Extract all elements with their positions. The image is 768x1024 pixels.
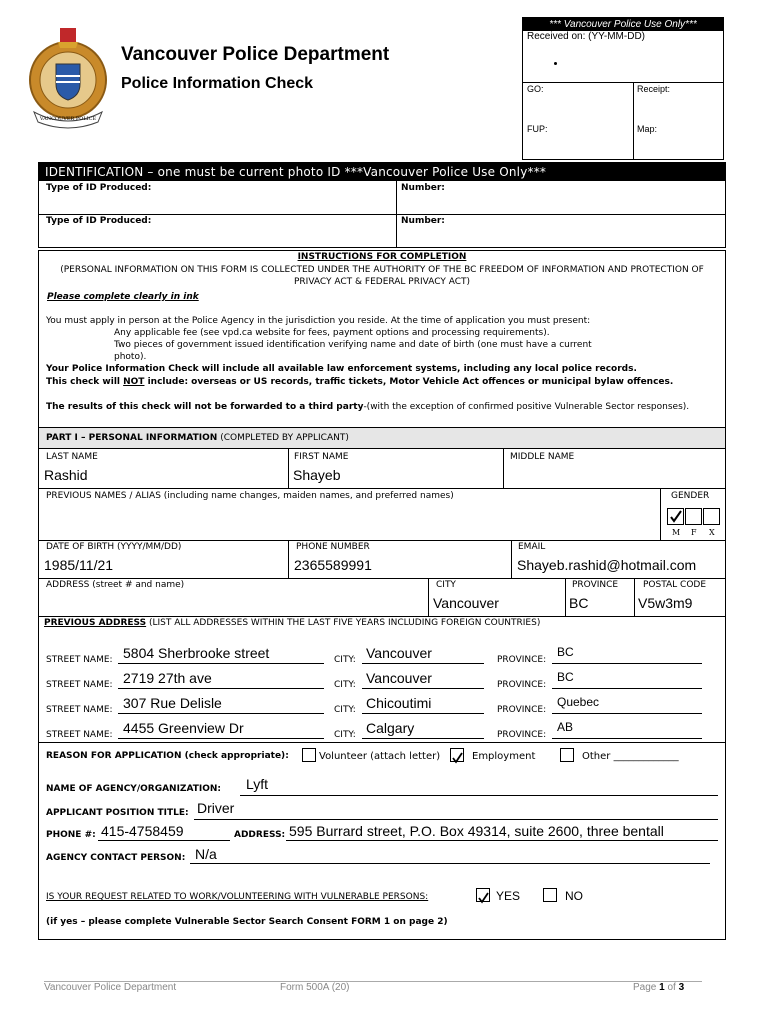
- id-requirement-line1: Two pieces of government issued identification verifying name and date of birth (one must have a current: [114, 340, 592, 350]
- office-use-header: *** Vancouver Police Use Only***: [523, 18, 723, 31]
- middle-name-label: MIDDLE NAME: [510, 452, 575, 462]
- gender-label: GENDER: [671, 491, 710, 501]
- postal-code-label: POSTAL CODE: [643, 580, 707, 590]
- prev-street-label: STREET NAME:: [46, 655, 113, 665]
- vulnerable-yes-label: YES: [496, 889, 521, 903]
- vulnerable-no-checkbox[interactable]: [543, 888, 557, 902]
- check-icon: [451, 752, 463, 764]
- part1-heading: PART I – PERSONAL INFORMATION (COMPLETED BY APPLICANT): [46, 433, 349, 443]
- other-label: Other _____________: [582, 751, 679, 762]
- first-name-label: FIRST NAME: [294, 452, 349, 462]
- id-type-2-label[interactable]: Type of ID Produced:: [46, 216, 152, 226]
- check-icon: [668, 509, 683, 524]
- first-name-field[interactable]: Shayeb: [293, 467, 341, 483]
- prev-province-field[interactable]: BC: [557, 670, 574, 684]
- postal-code-field[interactable]: V5w3m9: [638, 595, 693, 611]
- employment-checkbox[interactable]: [450, 748, 464, 762]
- agency-phone-label: PHONE #:: [46, 830, 96, 840]
- email-field[interactable]: Shayeb.rashid@hotmail.com: [517, 557, 697, 573]
- id-type-1-label[interactable]: Type of ID Produced:: [46, 183, 152, 193]
- footer-page-indicator: Page 1 of 3: [633, 982, 685, 993]
- check-icon: [477, 892, 489, 904]
- phone-label: PHONE NUMBER: [296, 542, 370, 552]
- privacy-notice: (PERSONAL INFORMATION ON THIS FORM IS COLLECTED UNDER THE AUTHORITY OF THE BC FREEDOM OF INFORMATION AND PROTECTION OF PRIVACY ACT & FEDERAL PRIVACY ACT): [60, 265, 704, 287]
- prev-city-field[interactable]: Vancouver: [366, 645, 432, 661]
- previous-names-label: PREVIOUS NAMES / ALIAS (including name changes, maiden names, and preferred names): [46, 491, 454, 501]
- prev-street-field[interactable]: 5804 Sherbrooke street: [123, 645, 270, 661]
- agency-name-label: NAME OF AGENCY/ORGANIZATION:: [46, 784, 221, 794]
- gender-x-checkbox[interactable]: [703, 508, 720, 525]
- prev-province-label: PROVINCE:: [497, 680, 547, 690]
- volunteer-label: Volunteer (attach letter): [319, 751, 441, 762]
- position-title-field[interactable]: Driver: [197, 800, 235, 816]
- vulnerable-no-label: NO: [565, 889, 583, 903]
- third-party-notice: The results of this check will not be forwarded to a third party-(with the exception of confirmed positive Vulnerable Sector responses).: [46, 402, 690, 412]
- prev-province-field[interactable]: AB: [557, 720, 574, 734]
- footer-form-number: Form 500A (20): [280, 982, 350, 993]
- prev-city-label: CITY:: [334, 655, 356, 665]
- map-label: Map:: [637, 124, 658, 134]
- vulnerable-sector-note: (if yes – please complete Vulnerable Sector Search Consent FORM 1 on page 2): [46, 917, 448, 927]
- vulnerable-yes-checkbox[interactable]: [476, 888, 490, 902]
- instructions-title: INSTRUCTIONS FOR COMPLETION: [297, 252, 467, 262]
- position-title-label: APPLICANT POSITION TITLE:: [46, 808, 189, 818]
- email-label: EMAIL: [518, 542, 546, 552]
- agency-phone-field[interactable]: 415-4758459: [101, 823, 184, 839]
- prev-province-label: PROVINCE:: [497, 730, 547, 740]
- id-requirement-line2: photo).: [114, 352, 147, 362]
- form-title: Police Information Check: [121, 75, 314, 92]
- prev-province-label: PROVINCE:: [497, 705, 547, 715]
- prev-street-field[interactable]: 2719 27th ave: [123, 670, 212, 686]
- prev-city-field[interactable]: Chicoutimi: [366, 695, 432, 711]
- check-excludes-text: This check will NOT include: overseas or US records, traffic tickets, Motor Vehicle Act offences or municipal bylaw offences.: [46, 377, 674, 387]
- identification-section: [38, 162, 726, 248]
- prev-street-field[interactable]: 307 Rue Delisle: [123, 695, 222, 711]
- agency-contact-field[interactable]: N/a: [195, 846, 217, 862]
- id-number-1-label[interactable]: Number:: [401, 183, 445, 193]
- go-label: GO:: [527, 84, 544, 94]
- gender-m-label: M: [672, 528, 681, 537]
- gender-x-label: X: [709, 528, 715, 537]
- prev-street-label: STREET NAME:: [46, 705, 113, 715]
- other-checkbox[interactable]: [560, 748, 574, 762]
- prev-city-label: CITY:: [334, 680, 356, 690]
- city-field[interactable]: Vancouver: [433, 595, 499, 611]
- last-name-label: LAST NAME: [46, 452, 98, 462]
- gender-m-checkbox[interactable]: [667, 508, 684, 525]
- prev-province-field[interactable]: BC: [557, 645, 574, 659]
- prev-street-field[interactable]: 4455 Greenview Dr: [123, 720, 244, 736]
- previous-address-heading: PREVIOUS ADDRESS (LIST ALL ADDRESSES WITHIN THE LAST FIVE YEARS INCLUDING FOREIGN COUNTRIES): [44, 618, 541, 628]
- dob-label: DATE OF BIRTH (YYYY/MM/DD): [46, 542, 182, 552]
- prev-province-label: PROVINCE:: [497, 655, 547, 665]
- received-on-label: Received on: (YY-MM-DD): [527, 31, 645, 42]
- prev-city-label: CITY:: [334, 705, 356, 715]
- footer-org: Vancouver Police Department: [44, 982, 177, 993]
- receipt-label: Receipt:: [637, 84, 671, 94]
- prev-city-label: CITY:: [334, 730, 356, 740]
- fee-requirement: Any applicable fee (see vpd.ca website for fees, payment options and processing requirements).: [114, 328, 550, 338]
- crest-banner-text: VANCOUVER POLICE: [39, 116, 97, 122]
- vpd-crest-logo: [26, 20, 110, 132]
- address-label: ADDRESS (street # and name): [46, 580, 185, 590]
- prev-street-label: STREET NAME:: [46, 680, 113, 690]
- check-includes-text: Your Police Information Check will include all available law enforcement systems, including any local police records.: [46, 364, 637, 374]
- dob-field[interactable]: 1985/11/21: [44, 557, 114, 573]
- last-name-field[interactable]: Rashid: [44, 467, 88, 483]
- employment-label: Employment: [472, 751, 536, 762]
- gender-f-label: F: [691, 528, 697, 537]
- province-label: PROVINCE: [572, 580, 619, 590]
- reason-label: REASON FOR APPLICATION (check appropriate):: [46, 751, 289, 761]
- prev-province-field[interactable]: Quebec: [557, 695, 600, 709]
- phone-field[interactable]: 2365589991: [294, 557, 372, 573]
- office-use-box: [522, 17, 724, 160]
- province-field[interactable]: BC: [569, 595, 589, 611]
- prev-city-field[interactable]: Vancouver: [366, 670, 432, 686]
- city-label: CITY: [436, 580, 456, 590]
- id-number-2-label[interactable]: Number:: [401, 216, 445, 226]
- agency-contact-label: AGENCY CONTACT PERSON:: [46, 853, 186, 863]
- complete-in-ink-note: Please complete clearly in ink: [47, 292, 199, 302]
- agency-address-label: ADDRESS:: [234, 830, 286, 840]
- vulnerable-persons-question: IS YOUR REQUEST RELATED TO WORK/VOLUNTEERING WITH VULNERABLE PERSONS:: [46, 892, 429, 902]
- agency-name-field[interactable]: Lyft: [246, 776, 269, 792]
- gender-f-checkbox[interactable]: [685, 508, 702, 525]
- prev-street-label: STREET NAME:: [46, 730, 113, 740]
- apply-in-person-text: You must apply in person at the Police Agency in the jurisdiction you reside. At the time of application you must present:: [46, 316, 591, 326]
- fup-label: FUP:: [527, 124, 548, 134]
- org-title: Vancouver Police Department: [121, 44, 390, 65]
- volunteer-checkbox[interactable]: [302, 748, 316, 762]
- agency-address-field[interactable]: 595 Burrard street, P.O. Box 49314, suite 2600, three bentall: [289, 823, 664, 839]
- prev-city-field[interactable]: Calgary: [366, 720, 415, 736]
- identification-heading: IDENTIFICATION – one must be current photo ID ***Vancouver Police Use Only***: [39, 163, 725, 181]
